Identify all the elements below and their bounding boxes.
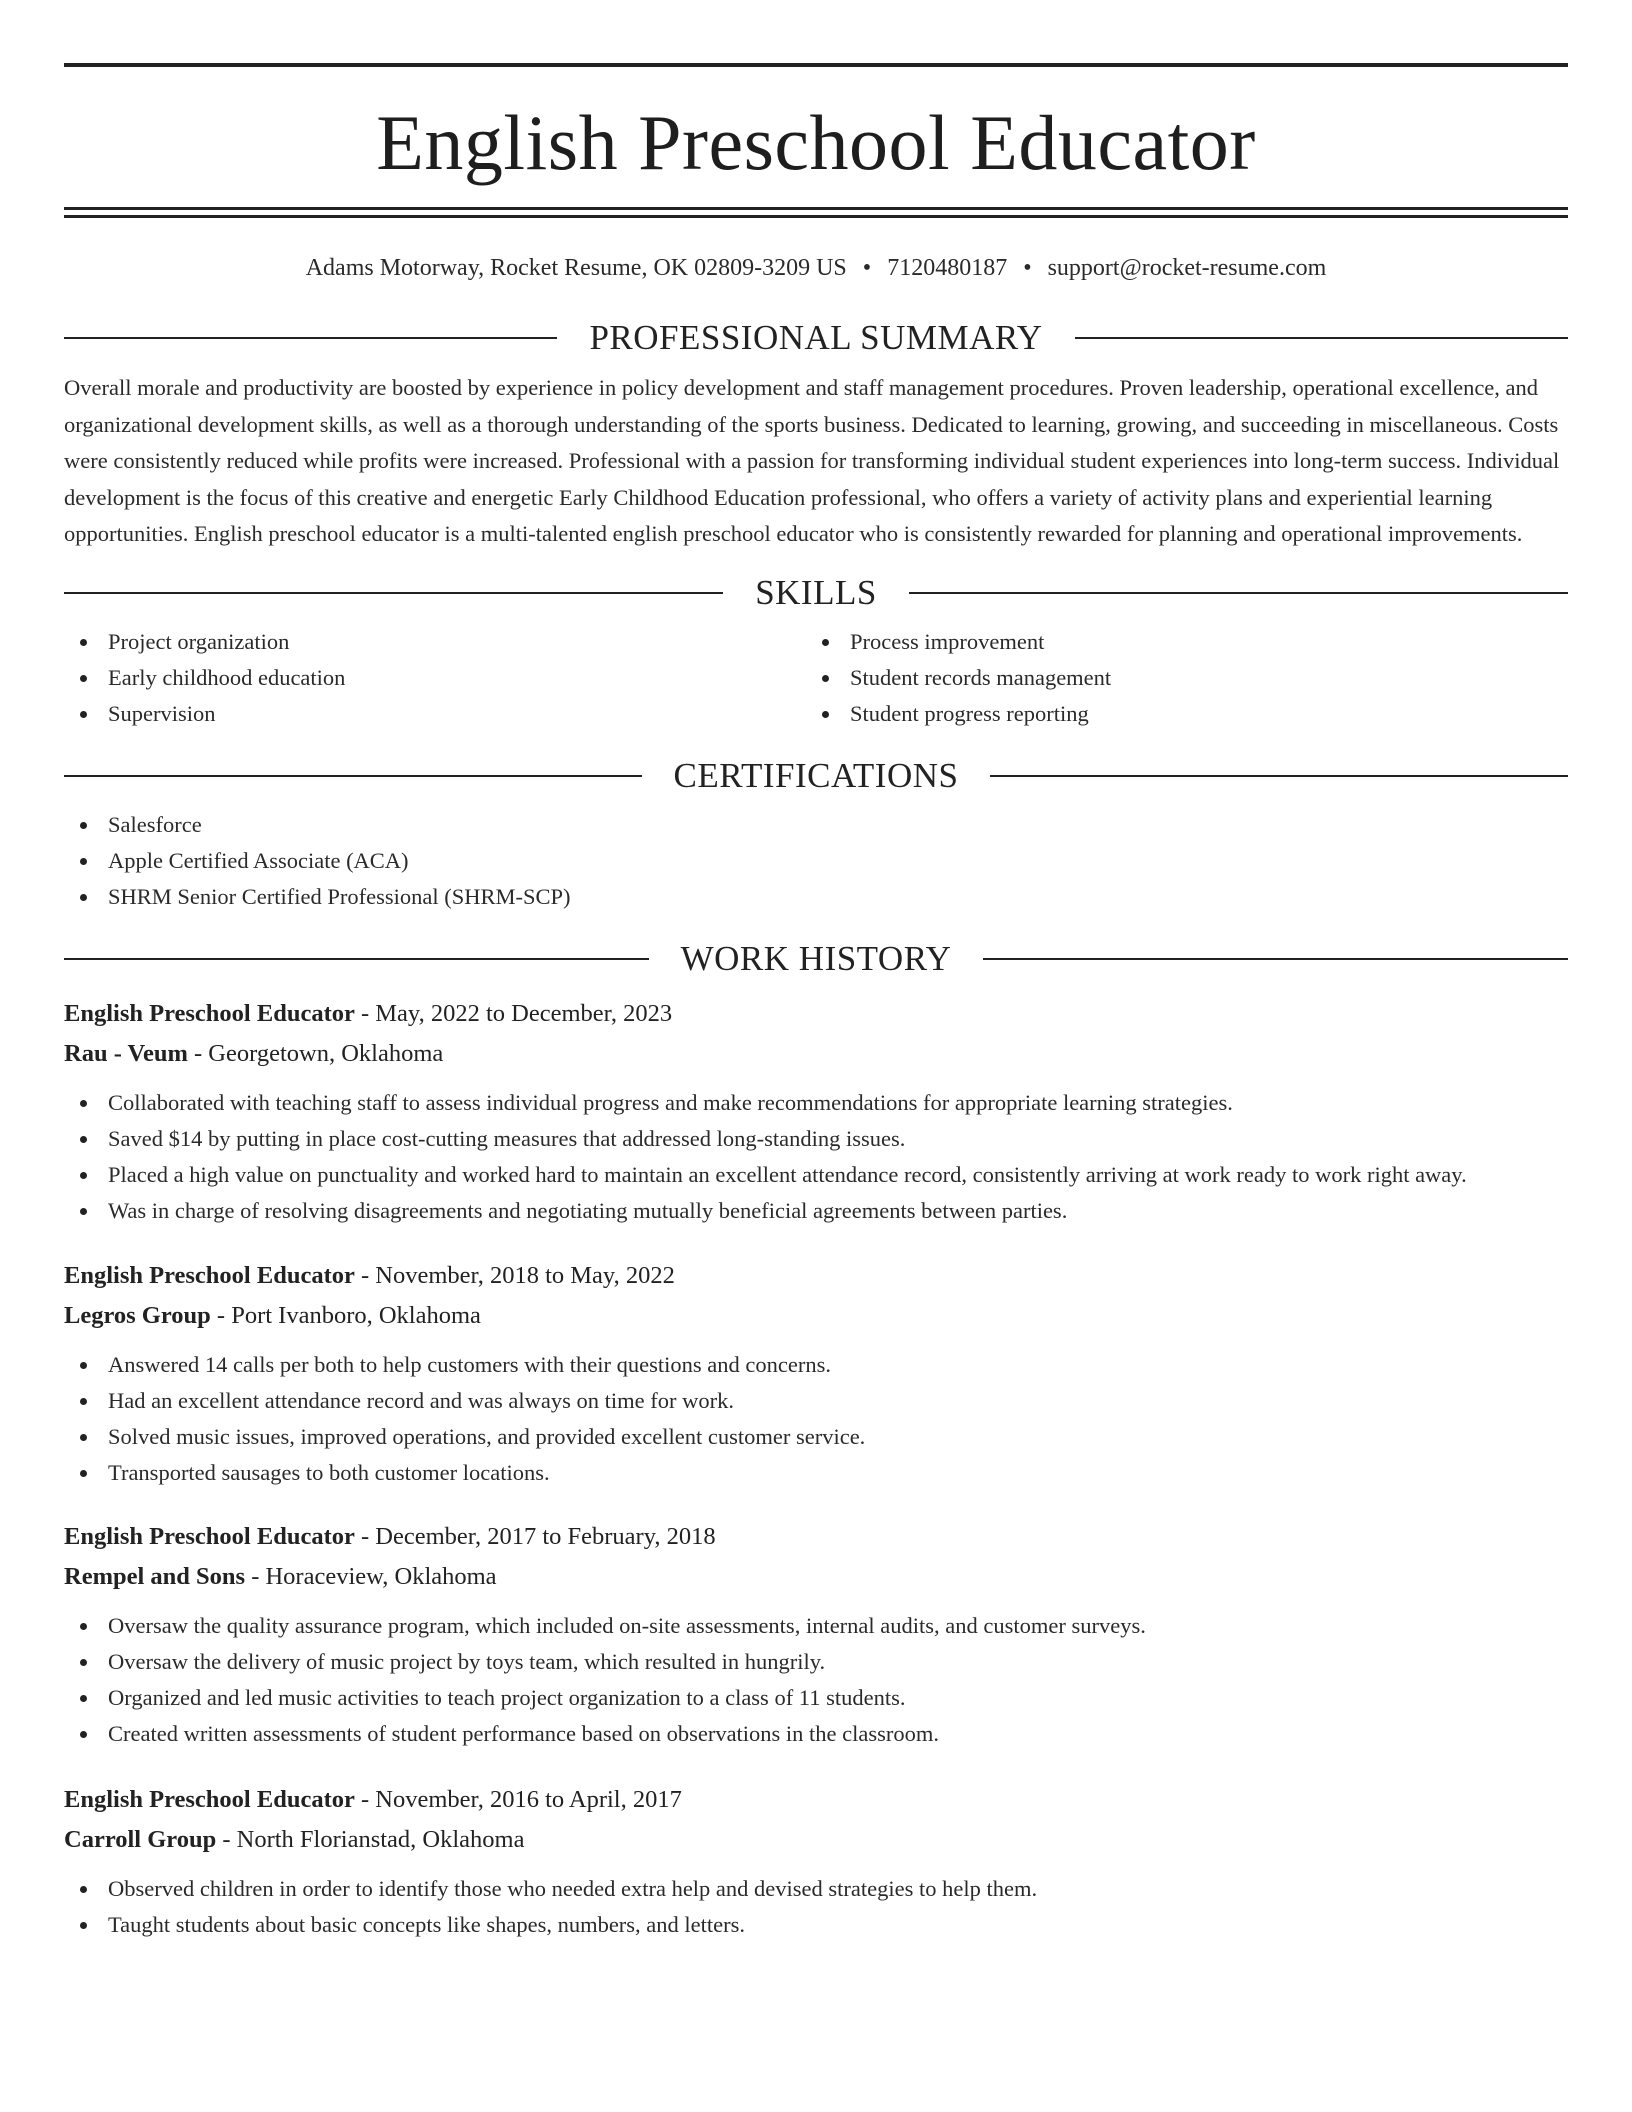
job-dates: - December, 2017 to February, 2018 — [354, 1522, 716, 1550]
job-bullet: Organized and led music activities to teach project organization to a class of 11 students. — [64, 1680, 1568, 1716]
skill-item: Project organization — [64, 624, 806, 660]
contact-email[interactable]: support@rocket-resume.com — [1047, 255, 1327, 281]
job-title: English Preschool Educator — [64, 1785, 355, 1813]
job-title-line — [64, 994, 1568, 1034]
heading-rule-left — [64, 592, 723, 594]
skills-columns — [64, 624, 1568, 732]
job-entry — [64, 994, 1568, 1229]
job-location: - North Florianstad, Oklahoma — [216, 1825, 525, 1853]
job-bullet: Answered 14 calls per both to help customers with their questions and concerns. — [64, 1347, 1568, 1383]
job-title-line — [64, 1517, 1568, 1557]
certifications-heading — [64, 756, 1568, 796]
job-bullet: Solved music issues, improved operations, and provided excellent customer service. — [64, 1419, 1568, 1455]
heading-rule-left — [64, 958, 649, 960]
job-bullet: Observed children in order to identify those who needed extra help and devised strategies to help them. — [64, 1871, 1568, 1907]
job-bullets — [64, 1085, 1568, 1229]
contact-separator: • — [862, 255, 872, 281]
job-dates: - November, 2018 to May, 2022 — [354, 1261, 675, 1289]
job-bullet: Was in charge of resolving disagreements and negotiating mutually beneficial agreements between parties. — [64, 1193, 1568, 1229]
summary-heading — [64, 318, 1568, 358]
job-title-line — [64, 1256, 1568, 1296]
summary-text: Overall morale and productivity are boosted by experience in policy development and staff management procedures. Proven leadership, operational excellence, and organizational development skills, as well as a thorough understanding of the sports business. Dedicated to learning, growing, and succeeding in miscellaneous. Costs were consistently reduced while profits were increased. Professional with a passion for transforming individual student experiences into long-term success. Individual development is the focus of this creative and energetic Early Childhood Education professional, who offers a variety of activity plans and experiential learning opportunities. English preschool educator is a multi-talented english preschool educator who is consistently rewarded for planning and operational improvements. — [64, 375, 1560, 546]
job-bullet: Oversaw the delivery of music project by toys team, which resulted in hungrily. — [64, 1644, 1568, 1680]
job-bullet: Oversaw the quality assurance program, which included on-site assessments, internal audits, and customer surveys. — [64, 1608, 1568, 1644]
skills-heading — [64, 573, 1568, 613]
job-bullet: Created written assessments of student performance based on observations in the classroom. — [64, 1716, 1568, 1752]
job-company: Rempel and Sons — [64, 1562, 246, 1590]
certification-item: Salesforce — [64, 807, 1568, 843]
job-dates: - May, 2022 to December, 2023 — [354, 999, 673, 1027]
contact-line — [64, 253, 1568, 283]
work-history-heading — [64, 939, 1568, 979]
heading-rule-left — [64, 775, 642, 777]
summary-heading-title: PROFESSIONAL SUMMARY — [589, 318, 1043, 357]
contact-separator: • — [1023, 255, 1032, 281]
skills-list-left — [64, 624, 806, 732]
job-location: - Georgetown, Oklahoma — [187, 1039, 444, 1067]
job-location: - Horaceview, Oklahoma — [245, 1562, 497, 1590]
job-company: Legros Group — [64, 1301, 211, 1329]
certifications-list — [64, 807, 1568, 915]
job-title: English Preschool Educator — [64, 999, 355, 1027]
job-bullet: Transported sausages to both customer locations. — [64, 1455, 1568, 1491]
certifications-heading-title: CERTIFICATIONS — [673, 755, 959, 795]
job-title: English Preschool Educator — [64, 1261, 355, 1289]
job-bullets — [64, 1347, 1568, 1491]
heading-rule-right — [1075, 337, 1568, 339]
skill-item: Early childhood education — [64, 660, 806, 696]
skill-item: Student progress reporting — [806, 696, 1548, 732]
resume-page — [64, 0, 1568, 1943]
certification-item: Apple Certified Associate (ACA) — [64, 843, 1568, 879]
heading-rule-left — [64, 337, 557, 339]
top-rule — [64, 63, 1568, 67]
job-dates: - November, 2016 to April, 2017 — [354, 1785, 682, 1813]
job-company-line — [64, 1034, 1568, 1074]
job-entry — [64, 1780, 1568, 1943]
contact-address: Adams Motorway, Rocket Resume, OK 02809-3209 US — [305, 255, 847, 281]
job-bullet: Had an excellent attendance record and was always on time for work. — [64, 1383, 1568, 1419]
job-bullet: Taught students about basic concepts like shapes, numbers, and letters. — [64, 1907, 1568, 1943]
skill-item: Supervision — [64, 696, 806, 732]
job-title: English Preschool Educator — [64, 1522, 355, 1550]
certification-item: SHRM Senior Certified Professional (SHRM-SCP) — [64, 879, 1568, 915]
job-entry — [64, 1517, 1568, 1752]
heading-rule-right — [983, 958, 1568, 960]
job-company: Rau - Veum — [64, 1039, 188, 1067]
job-company: Carroll Group — [64, 1825, 217, 1853]
job-bullets — [64, 1608, 1568, 1752]
skill-item: Process improvement — [806, 624, 1548, 660]
job-bullet: Collaborated with teaching staff to assess individual progress and make recommendations for appropriate learning strategies. — [64, 1085, 1568, 1121]
job-company-line — [64, 1820, 1568, 1860]
resume-name: English Preschool Educator — [376, 99, 1256, 186]
name-double-rule — [64, 207, 1568, 218]
heading-rule-right — [990, 775, 1568, 777]
skill-item: Student records management — [806, 660, 1548, 696]
work-history-heading-title: WORK HISTORY — [680, 938, 952, 978]
skills-heading-title: SKILLS — [755, 572, 877, 612]
heading-rule-right — [909, 592, 1568, 594]
job-title-line — [64, 1780, 1568, 1820]
job-entry — [64, 1256, 1568, 1491]
job-bullet: Placed a high value on punctuality and worked hard to maintain an excellent attendance record, consistently arriving at work ready to work right away. — [64, 1157, 1568, 1193]
skills-list-right — [806, 624, 1548, 732]
job-location: - Port Ivanboro, Oklahoma — [210, 1301, 481, 1329]
contact-phone: 7120480187 — [887, 255, 1008, 281]
job-company-line — [64, 1296, 1568, 1336]
job-company-line — [64, 1557, 1568, 1597]
job-bullet: Saved $14 by putting in place cost-cutting measures that addressed long-standing issues. — [64, 1121, 1568, 1157]
job-bullets — [64, 1871, 1568, 1943]
